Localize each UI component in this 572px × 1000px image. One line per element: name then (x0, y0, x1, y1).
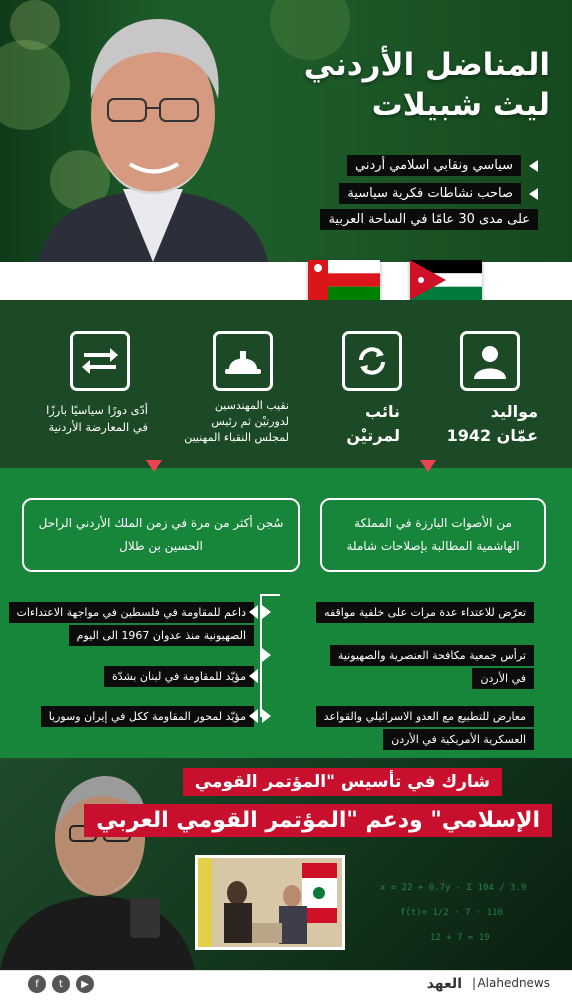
right-tag: ترأس جمعية مكافحة العنصرية والصهيونية (330, 645, 534, 666)
left-tag: داعم للمقاومة في فلسطين في مواجهة الاعتداءات (9, 602, 255, 623)
hard-hat-icon (213, 331, 273, 391)
pointer-right-icon (262, 648, 271, 662)
jordan-flag-icon (410, 260, 482, 300)
portrait-image (28, 4, 278, 262)
brand-divider: | (471, 976, 476, 990)
left-tag: الصهيونية منذ عدوان 1967 الى اليوم (69, 625, 254, 646)
banner-line1: شارك في تأسيس "المؤتمر القومي (183, 768, 502, 796)
brand-name-en: Alahednews (477, 976, 550, 990)
hero-title (304, 45, 550, 126)
hero-section (0, 0, 572, 262)
bullet-arrow-icon (529, 188, 538, 200)
name-title-line2: ليث شبيلات (371, 87, 550, 124)
statement-box-prison: سُجن أكثر من مرة في زمن الملك الأردني الراحل الحسين بن طلال (22, 498, 300, 572)
right-tag: تعرّض للاعتداء عدة مرات على خلفية مواقفه (316, 602, 534, 623)
pointer-left-icon (249, 669, 258, 683)
oman-flag-icon (308, 260, 380, 300)
right-tag: في الأردن (472, 668, 534, 689)
pointer-left-icon (249, 709, 258, 723)
fact-deputy: نائب لمرتيْن (346, 402, 400, 445)
bullet-arrow-icon (529, 160, 538, 172)
pointer-right-icon (262, 605, 271, 619)
twitter-icon[interactable]: t (52, 975, 70, 993)
bio-bullet: سياسي ونقابي اسلامي أردني (347, 155, 538, 176)
name-title-line1: المناضل الأردني (303, 47, 550, 83)
fact-union: نقيب المهندسين لدورتيْن ثم رئيس لمجلس النقباء المهنيين (184, 399, 289, 444)
bottom-photo-section: x = 22 + 0.7y - Σ 104 / 3.9 f(t)= 1/2 · 7 · 110 12 + 7 = 19 (0, 758, 572, 970)
left-tag: مؤيّد لمحور المقاومة ككل في إيران وسوريا (41, 706, 254, 727)
speaker-photo (0, 758, 200, 970)
bio-bullet: صاحب نشاطات فكرية سياسية (339, 183, 538, 204)
exchange-arrows-icon (70, 331, 130, 391)
refresh-icon (342, 331, 402, 391)
timeline-branch (260, 594, 280, 596)
down-arrow-icon (146, 460, 162, 472)
right-tag: العسكرية الأمريكية في الأردن (383, 729, 534, 750)
brand-logo-ar: العهد (426, 976, 462, 992)
banner-line2: الإسلامي" ودعم "المؤتمر القومي العربي (84, 804, 552, 837)
right-tag: معارض للتطبيع مع العدو الاسرائيلي والقواعد (316, 706, 534, 727)
pointer-right-icon (262, 709, 271, 723)
person-icon (460, 331, 520, 391)
meeting-photo (195, 855, 345, 950)
fact-opposition: أدّى دورًا سياسيًا بارزًا في المعارضة الأردنية (46, 403, 148, 434)
pointer-left-icon (249, 605, 258, 619)
statement-box-reforms: من الأصوات البارزة في المملكة الهاشمية المطالبة بإصلاحات شاملة (320, 498, 546, 572)
left-tag: مؤيّد للمقاومة في لبنان بشدّة (104, 666, 254, 687)
down-arrow-icon (420, 460, 436, 472)
youtube-icon[interactable]: ▶ (76, 975, 94, 993)
fact-birth: مواليد عمّان 1942 (446, 402, 538, 445)
facebook-icon[interactable]: f (28, 975, 46, 993)
bio-bullet: على مدى 30 عامًا في الساحة العربية (320, 209, 538, 230)
